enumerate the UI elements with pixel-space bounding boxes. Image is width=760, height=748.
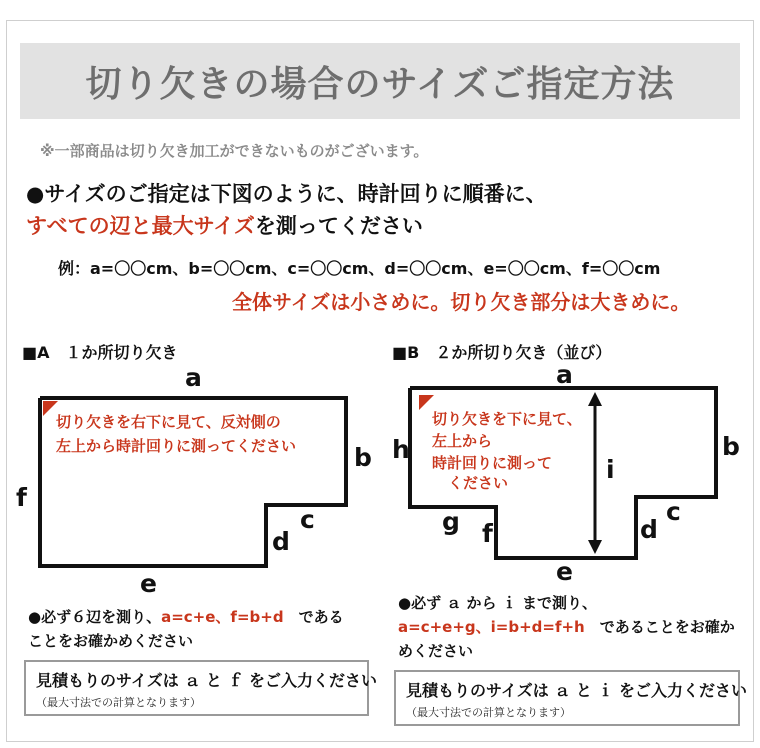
diagram-b-label-h: h bbox=[392, 435, 410, 464]
section-b-quote-sub: （最大寸法での計算となります） bbox=[406, 706, 571, 719]
section-a-condition-suffix: である bbox=[283, 608, 344, 626]
advice-text: 全体サイズは小さめに。切り欠き部分は大きめに。 bbox=[232, 290, 691, 314]
section-b-condition-formula: a=c+e+g、i=b+d=f+h bbox=[398, 618, 585, 636]
diagram-a-label-a: a bbox=[185, 363, 202, 392]
section-b-condition-suffix: であることをお確か bbox=[584, 618, 735, 636]
section-a-condition-formula: a=c+e、f=b+d bbox=[161, 608, 284, 626]
section-a-condition-prefix: ●必ず６辺を測り、 bbox=[28, 608, 162, 626]
section-a-condition-1 bbox=[28, 606, 344, 627]
diagram-a-label-b: b bbox=[354, 443, 372, 472]
lead-line-2-rest: を測ってください bbox=[254, 214, 423, 238]
diagram-b-label-d: d bbox=[640, 515, 658, 544]
diagram-b-instruction-3: 時計回りに測って bbox=[432, 454, 553, 472]
diagram-b-label-b: b bbox=[722, 432, 740, 461]
diagram-b-instruction-1: 切り欠きを下に見て、 bbox=[432, 410, 582, 428]
diagram-a-label-c: c bbox=[300, 505, 315, 534]
section-b-quote-main: 見積もりのサイズは ａ と ｉ をご入力ください bbox=[406, 681, 748, 700]
section-b-heading: ■B ２か所切り欠き（並び） bbox=[392, 343, 612, 362]
diagram-b-label-g: g bbox=[442, 507, 460, 536]
lead-line-1: ●サイズのご指定は下図のように、時計回りに順番に、 bbox=[26, 182, 547, 206]
diagram-b-instruction-4: ください bbox=[448, 474, 509, 492]
diagram-b-label-e: e bbox=[556, 557, 573, 586]
diagram-b-i-arrow-head-top bbox=[588, 392, 602, 406]
section-a-heading: ■A １か所切り欠き bbox=[22, 343, 178, 362]
section-a-condition-2: ことをお確かめください bbox=[28, 632, 194, 650]
diagram-a-label-f: f bbox=[16, 483, 27, 512]
diagram-b-label-c: c bbox=[666, 497, 681, 526]
diagram-a-label-e: e bbox=[140, 569, 157, 598]
section-a-quote-sub: （最大寸法での計算となります） bbox=[36, 696, 201, 709]
section-a-quote-box bbox=[24, 660, 378, 716]
diagram-b-label-f: f bbox=[482, 519, 493, 548]
section-b-condition-3: めください bbox=[398, 642, 474, 660]
section-b-quote-box bbox=[394, 670, 748, 726]
diagram-a-instruction-1: 切り欠きを右下に見て、反対側の bbox=[56, 413, 281, 431]
diagram-b-start-marker bbox=[419, 395, 434, 410]
diagram-a-instruction-2: 左上から時計回りに測ってください bbox=[56, 437, 297, 455]
section-a-quote-main: 見積もりのサイズは ａ と ｆ をご入力ください bbox=[36, 671, 378, 690]
note-text: ※一部商品は切り欠き加工ができないものがございます。 bbox=[40, 142, 429, 160]
section-b-condition-1: ●必ず ａ から ｉ まで測り、 bbox=[398, 594, 597, 612]
diagram-a-label-d: d bbox=[272, 527, 290, 556]
example-text: 例：a=〇〇cm、b=〇〇cm、c=〇〇cm、d=〇〇cm、e=〇〇cm、f=〇〇cm bbox=[58, 259, 661, 278]
diagram-b-label-a: a bbox=[556, 360, 573, 389]
diagram-b-i-arrow-head-bottom bbox=[588, 540, 602, 554]
diagram-b-instruction-2: 左上から bbox=[432, 432, 493, 450]
diagram-b-label-i: i bbox=[606, 455, 615, 484]
lead-highlight: すべての辺と最大サイズ bbox=[26, 214, 255, 238]
section-b-condition-2 bbox=[398, 616, 735, 637]
page-title: 切り欠きの場合のサイズご指定方法 bbox=[85, 63, 675, 105]
